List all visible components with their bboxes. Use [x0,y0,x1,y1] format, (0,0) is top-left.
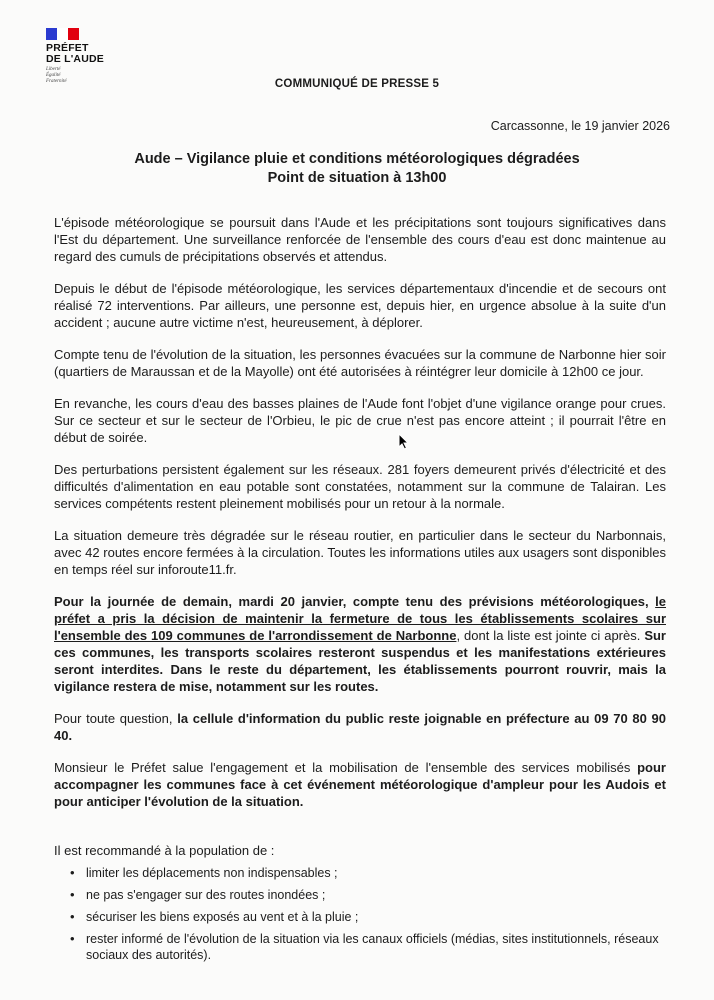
motto-fraternite: Fraternité [46,79,67,84]
p8-bold-phone: la cellule d'information du public reste joignable en préfecture au 09 70 80 90 40. [54,711,666,743]
paragraph-1: L'épisode météorologique se poursuit dans l'Aude et les précipitations sont toujours significatives dans l'Est du département. Une surveillance renforcée de l'ensemble des cours d'eau est donc maintenue au regard des cumuls de précipitations observés et attendus. [54,215,666,264]
paragraph-2: Depuis le début de l'épisode météorologique, les services départementaux d'incendie et de secours ont réalisé 72 interventions. Par ailleurs, une personne est, depuis hier, en urgence absolue à la suite d'un accident ; aucune autre victime n'est, heureusement, à déplorer. [54,281,666,330]
title-line2: Point de situation à 13h00 [267,170,447,186]
p7-regular: , dont la liste est jointe ci après. [456,628,641,643]
paragraph-7 [54,593,666,695]
p7-bold-start: Pour la journée de demain, mardi 20 janvier, compte tenu des prévisions météorologiques, [54,594,656,609]
recommendation-item: • sécuriser les biens exposés au vent et à la pluie ; [86,909,666,925]
p7-underlined-decision: le préfet a pris la décision de maintenir la fermeture de tous les établissements scolaires sur l'ensemble des 109 communes de l'arrondissement de Narbonne [54,594,666,643]
date-line: Carcassonne, le 19 janvier 2026 [490,119,670,133]
prefect-name-line1: PRÉFET [46,42,89,54]
prefect-name-line2: DE L'AUDE [46,53,104,65]
p9-bold: pour accompagner les communes face à cet événement météorologique d'ampleur pour les Audois et pour anticiper l'évolution de la situation. [54,760,666,809]
recommendations-list [54,865,666,963]
flag-white-band [57,28,68,40]
document-title [0,150,714,188]
flag-red-band [68,28,79,40]
document-body [54,214,666,969]
paragraph-3: Compte tenu de l'évolution de la situation, les personnes évacuées sur la commune de Narbonne hier soir (quartiers de Maraussan et de la Mayolle) ont été autorisées à réintégrer leur domicile à 12h00 ce jour. [54,347,666,379]
communique-heading: COMMUNIQUÉ DE PRESSE 5 [274,78,440,90]
motto-egalite: Égalité [46,73,61,78]
prefecture-logo [46,28,104,85]
french-flag-icon [46,28,79,40]
flag-blue-band [46,28,57,40]
p7-bold-end: Sur ces communes, les transports scolaires resteront suspendus et les manifestations extérieures seront interdites. Dans le reste du département, les établissements pourront rouvrir, mais la vigilance restera de mise, notamment sur les routes. [54,628,666,694]
motto-liberte: Liberté [46,67,61,72]
paragraph-6: La situation demeure très dégradée sur le réseau routier, en particulier dans le secteur du Narbonnais, avec 42 routes encore fermées à la circulation. Toutes les informations utiles aux usagers sont disponibles en temps réel sur inforoute11.fr. [54,528,666,577]
paragraph-9 [54,759,666,810]
p8-regular: Pour toute question, [54,711,178,726]
paragraph-4: En revanche, les cours d'eau des basses plaines de l'Aude font l'objet d'une vigilance orange pour crues. Sur ce secteur et sur le secteur de l'Orbieu, le pic de crue n'est pas encore atteint ; il pourrait l'être en début de soirée. [54,396,666,445]
p9-regular: Monsieur le Préfet salue l'engagement et la mobilisation de l'ensemble des services mobilisés [54,760,638,775]
recommendation-item: • limiter les déplacements non indispensables ; [86,865,666,881]
recommendation-item: • ne pas s'engager sur des routes inondées ; [86,887,666,903]
title-line1: Aude – Vigilance pluie et conditions météorologiques dégradées [134,151,580,167]
recommendations-intro: Il est recommandé à la population de : [54,843,275,858]
recommendation-item: • rester informé de l'évolution de la situation via les canaux officiels (médias, sites institutionnels, réseaux sociaux des autorités). [86,931,666,963]
mouse-cursor-icon [398,433,409,450]
paragraph-5: Des perturbations persistent également sur les réseaux. 281 foyers demeurent privés d'électricité et des difficultés d'alimentation en eau potable sont constatées, notamment sur la commune de Talairan. Les services compétents restent pleinement mobilisés pour un retour à la normale. [54,462,666,511]
paragraph-8 [54,710,666,744]
